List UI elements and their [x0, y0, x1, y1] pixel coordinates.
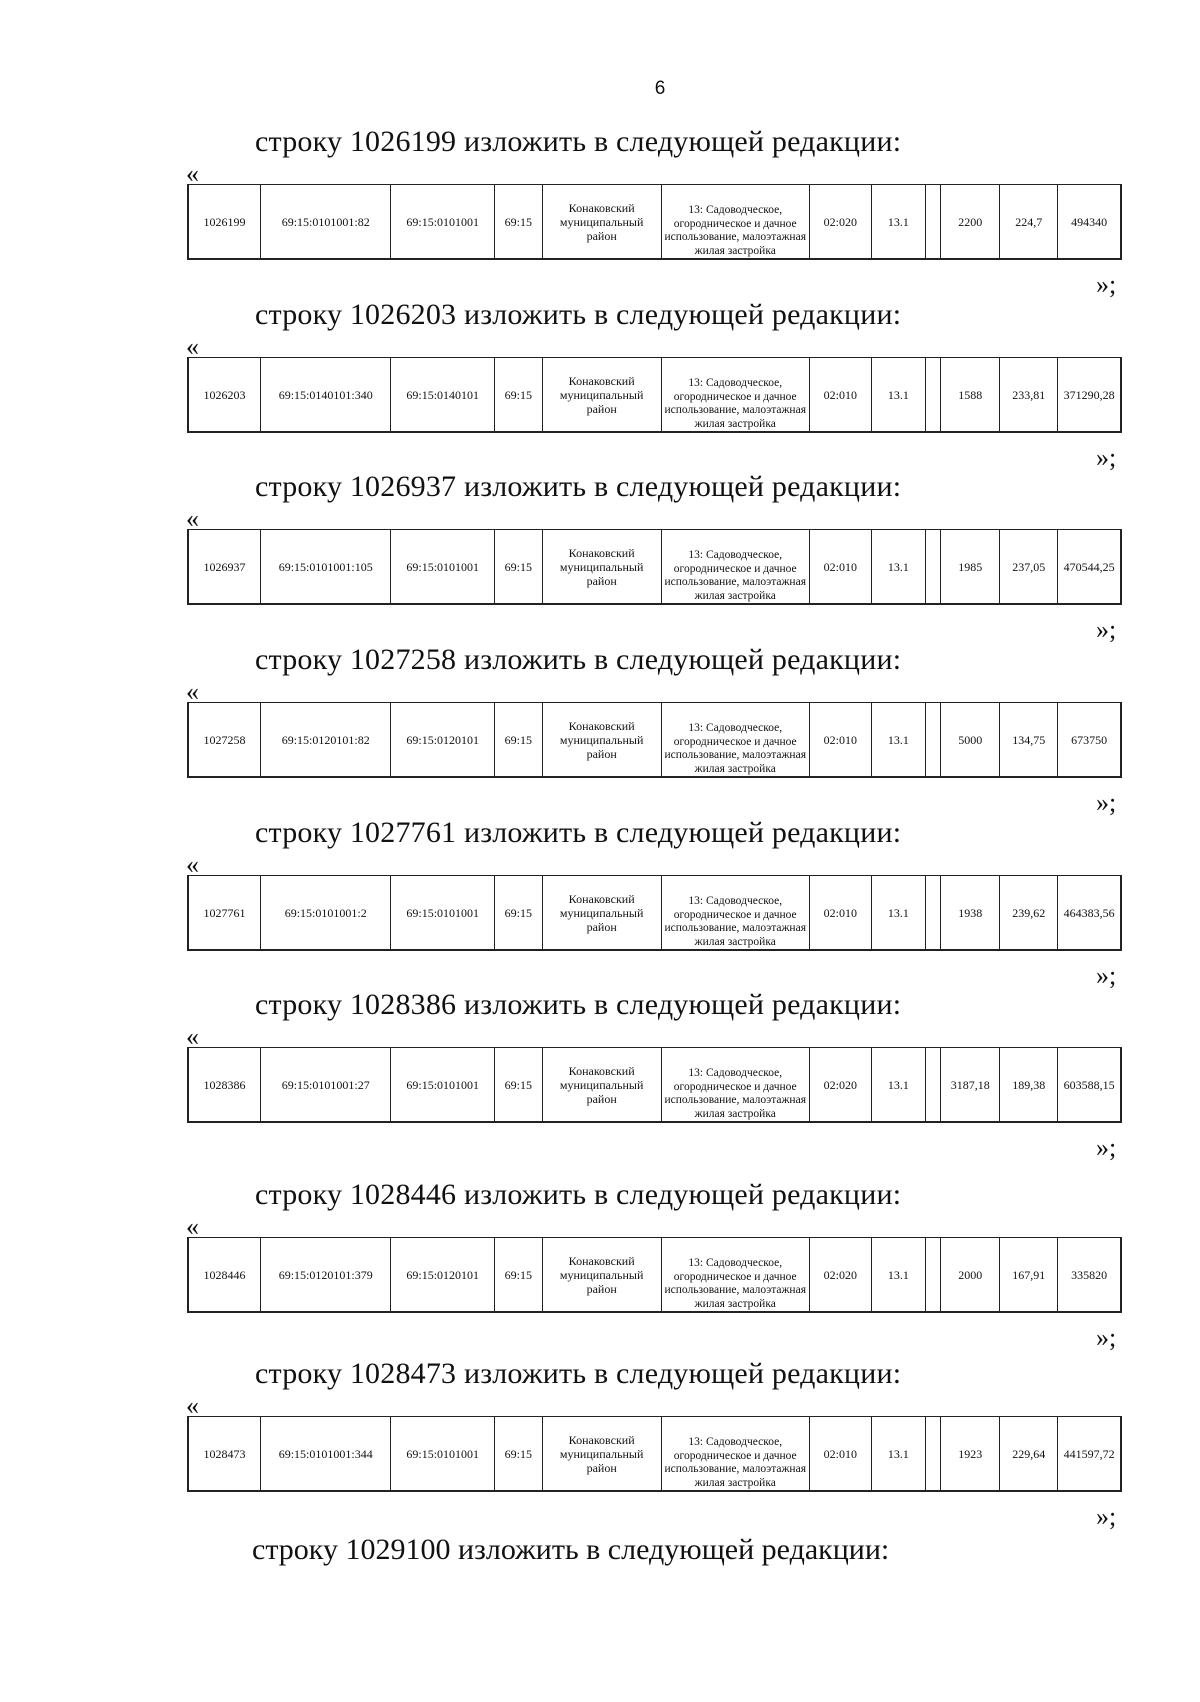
- cell-land-use: 13: Садоводческое, огородническое и дачное использование, малоэтажная жилая застройка: [661, 530, 809, 605]
- land-plot-table: [187, 529, 1122, 605]
- cell-municipality: Конаковский муниципальный район: [542, 185, 661, 260]
- cell-specific-value: 229,64: [1000, 1417, 1058, 1492]
- table-row: [188, 703, 1121, 778]
- closing-quote: »;: [1096, 1502, 1117, 1531]
- table-row: [188, 358, 1121, 433]
- cell-cadastral-number: 69:15:0101001:2: [260, 876, 390, 951]
- cell-cadastral-district: 69:15: [495, 876, 543, 951]
- cell-municipality: Конаковский муниципальный район: [542, 530, 661, 605]
- amendment-block: [0, 125, 1200, 297]
- cell-row-number: 1026937: [188, 530, 260, 605]
- cell-cadastral-value: 371290,28: [1058, 358, 1121, 433]
- cell-cadastral-district: 69:15: [495, 358, 543, 433]
- cell-group-code: 02:010: [809, 530, 871, 605]
- amendment-heading: строку 1027761 изложить в следующей редакции:: [255, 816, 902, 849]
- opening-quote: «: [186, 1212, 199, 1241]
- cell-cadastral-block: 69:15:0101001: [391, 530, 495, 605]
- opening-quote: «: [186, 504, 199, 533]
- cell-municipality: Конаковский муниципальный район: [542, 1238, 661, 1313]
- cell-row-number: 1028446: [188, 1238, 260, 1313]
- cell-row-number: 1027761: [188, 876, 260, 951]
- cell-land-use: 13: Садоводческое, огородническое и дачное использование, малоэтажная жилая застройка: [661, 876, 809, 951]
- cell-use-code: 13.1: [871, 876, 925, 951]
- cell-empty: [925, 1238, 941, 1313]
- land-plot-table: [187, 875, 1122, 951]
- cell-cadastral-value: 441597,72: [1058, 1417, 1121, 1492]
- cell-cadastral-number: 69:15:0101001:105: [260, 530, 390, 605]
- cell-specific-value: 189,38: [1000, 1048, 1058, 1123]
- cell-empty: [925, 530, 941, 605]
- cell-group-code: 02:020: [809, 185, 871, 260]
- amendment-block: [0, 1178, 1200, 1350]
- amendment-heading: строку 1028473 изложить в следующей редакции:: [255, 1357, 902, 1390]
- page-number: 6: [654, 78, 666, 99]
- cell-cadastral-block: 69:15:0101001: [391, 876, 495, 951]
- land-plot-table: [187, 184, 1122, 260]
- cell-area: 1938: [941, 876, 1000, 951]
- land-plot-table: [187, 1416, 1122, 1492]
- closing-quote: »;: [1096, 1323, 1117, 1352]
- cell-area: 2000: [941, 1238, 1000, 1313]
- cell-use-code: 13.1: [871, 358, 925, 433]
- cell-cadastral-number: 69:15:0101001:82: [260, 185, 390, 260]
- cell-area: 1923: [941, 1417, 1000, 1492]
- cell-area: 1985: [941, 530, 1000, 605]
- cell-cadastral-number: 69:15:0120101:379: [260, 1238, 390, 1313]
- opening-quote: «: [186, 850, 199, 879]
- cell-use-code: 13.1: [871, 1417, 925, 1492]
- amendment-heading: строку 1026199 изложить в следующей редакции:: [255, 125, 902, 158]
- amendment-block: [0, 1357, 1200, 1529]
- cell-area: 3187,18: [941, 1048, 1000, 1123]
- cell-cadastral-district: 69:15: [495, 185, 543, 260]
- table-row: [188, 1417, 1121, 1492]
- land-plot-table: [187, 1237, 1122, 1313]
- amendment-heading: строку 1028446 изложить в следующей редакции:: [255, 1178, 902, 1211]
- closing-quote: »;: [1096, 788, 1117, 817]
- cell-group-code: 02:020: [809, 1238, 871, 1313]
- amendment-block: [0, 988, 1200, 1160]
- cell-cadastral-block: 69:15:0101001: [391, 185, 495, 260]
- cell-row-number: 1028473: [188, 1417, 260, 1492]
- cell-area: 5000: [941, 703, 1000, 778]
- cell-empty: [925, 703, 941, 778]
- cell-cadastral-value: 464383,56: [1058, 876, 1121, 951]
- cell-land-use: 13: Садоводческое, огородническое и дачное использование, малоэтажная жилая застройка: [661, 1048, 809, 1123]
- amendment-heading-last: строку 1029100 изложить в следующей редакции:: [252, 1533, 890, 1566]
- cell-area: 1588: [941, 358, 1000, 433]
- closing-quote: »;: [1096, 270, 1117, 299]
- land-plot-table: [187, 1047, 1122, 1123]
- amendment-block: [0, 643, 1200, 815]
- amendment-heading: строку 1026203 изложить в следующей редакции:: [255, 298, 902, 331]
- cell-cadastral-value: 470544,25: [1058, 530, 1121, 605]
- table-row: [188, 1238, 1121, 1313]
- opening-quote: «: [186, 332, 199, 361]
- cell-cadastral-value: 494340: [1058, 185, 1121, 260]
- cell-row-number: 1026203: [188, 358, 260, 433]
- land-plot-table: [187, 702, 1122, 778]
- amendment-heading: строку 1028386 изложить в следующей редакции:: [255, 988, 902, 1021]
- cell-specific-value: 239,62: [1000, 876, 1058, 951]
- cell-land-use: 13: Садоводческое, огородническое и дачное использование, малоэтажная жилая застройка: [661, 703, 809, 778]
- cell-use-code: 13.1: [871, 1048, 925, 1123]
- cell-cadastral-number: 69:15:0101001:344: [260, 1417, 390, 1492]
- cell-empty: [925, 358, 941, 433]
- amendment-block: [0, 298, 1200, 470]
- cell-specific-value: 134,75: [1000, 703, 1058, 778]
- cell-use-code: 13.1: [871, 185, 925, 260]
- amendment-block: [0, 470, 1200, 642]
- cell-use-code: 13.1: [871, 703, 925, 778]
- cell-cadastral-district: 69:15: [495, 703, 543, 778]
- cell-cadastral-district: 69:15: [495, 530, 543, 605]
- amendment-heading: строку 1026937 изложить в следующей редакции:: [255, 470, 902, 503]
- closing-quote: »;: [1096, 443, 1117, 472]
- cell-cadastral-block: 69:15:0101001: [391, 1048, 495, 1123]
- cell-cadastral-value: 603588,15: [1058, 1048, 1121, 1123]
- amendment-block: [0, 816, 1200, 988]
- table-row: [188, 185, 1121, 260]
- cell-row-number: 1027258: [188, 703, 260, 778]
- cell-land-use: 13: Садоводческое, огородническое и дачное использование, малоэтажная жилая застройка: [661, 1417, 809, 1492]
- cell-empty: [925, 1048, 941, 1123]
- cell-cadastral-number: 69:15:0101001:27: [260, 1048, 390, 1123]
- cell-cadastral-number: 69:15:0120101:82: [260, 703, 390, 778]
- cell-empty: [925, 876, 941, 951]
- cell-cadastral-value: 673750: [1058, 703, 1121, 778]
- cell-empty: [925, 185, 941, 260]
- land-plot-table: [187, 357, 1122, 433]
- cell-group-code: 02:010: [809, 703, 871, 778]
- cell-cadastral-district: 69:15: [495, 1238, 543, 1313]
- cell-municipality: Конаковский муниципальный район: [542, 358, 661, 433]
- opening-quote: «: [186, 1022, 199, 1051]
- cell-row-number: 1026199: [188, 185, 260, 260]
- closing-quote: »;: [1096, 615, 1117, 644]
- cell-municipality: Конаковский муниципальный район: [542, 703, 661, 778]
- opening-quote: «: [186, 677, 199, 706]
- table-row: [188, 1048, 1121, 1123]
- cell-group-code: 02:010: [809, 876, 871, 951]
- cell-cadastral-block: 69:15:0140101: [391, 358, 495, 433]
- cell-specific-value: 233,81: [1000, 358, 1058, 433]
- cell-cadastral-block: 69:15:0120101: [391, 1238, 495, 1313]
- opening-quote: «: [186, 1391, 199, 1420]
- cell-specific-value: 224,7: [1000, 185, 1058, 260]
- cell-cadastral-block: 69:15:0101001: [391, 1417, 495, 1492]
- cell-area: 2200: [941, 185, 1000, 260]
- cell-specific-value: 237,05: [1000, 530, 1058, 605]
- table-row: [188, 530, 1121, 605]
- cell-group-code: 02:010: [809, 1417, 871, 1492]
- cell-cadastral-district: 69:15: [495, 1417, 543, 1492]
- cell-cadastral-block: 69:15:0120101: [391, 703, 495, 778]
- cell-land-use: 13: Садоводческое, огородническое и дачное использование, малоэтажная жилая застройка: [661, 185, 809, 260]
- cell-cadastral-number: 69:15:0140101:340: [260, 358, 390, 433]
- cell-municipality: Конаковский муниципальный район: [542, 876, 661, 951]
- table-row: [188, 876, 1121, 951]
- cell-land-use: 13: Садоводческое, огородническое и дачное использование, малоэтажная жилая застройка: [661, 1238, 809, 1313]
- amendment-heading: строку 1027258 изложить в следующей редакции:: [255, 643, 902, 676]
- cell-municipality: Конаковский муниципальный район: [542, 1417, 661, 1492]
- cell-group-code: 02:010: [809, 358, 871, 433]
- cell-use-code: 13.1: [871, 530, 925, 605]
- opening-quote: «: [186, 159, 199, 188]
- cell-land-use: 13: Садоводческое, огородническое и дачное использование, малоэтажная жилая застройка: [661, 358, 809, 433]
- cell-row-number: 1028386: [188, 1048, 260, 1123]
- closing-quote: »;: [1096, 961, 1117, 990]
- closing-quote: »;: [1096, 1133, 1117, 1162]
- cell-cadastral-value: 335820: [1058, 1238, 1121, 1313]
- cell-specific-value: 167,91: [1000, 1238, 1058, 1313]
- cell-group-code: 02:020: [809, 1048, 871, 1123]
- cell-use-code: 13.1: [871, 1238, 925, 1313]
- cell-municipality: Конаковский муниципальный район: [542, 1048, 661, 1123]
- cell-empty: [925, 1417, 941, 1492]
- cell-cadastral-district: 69:15: [495, 1048, 543, 1123]
